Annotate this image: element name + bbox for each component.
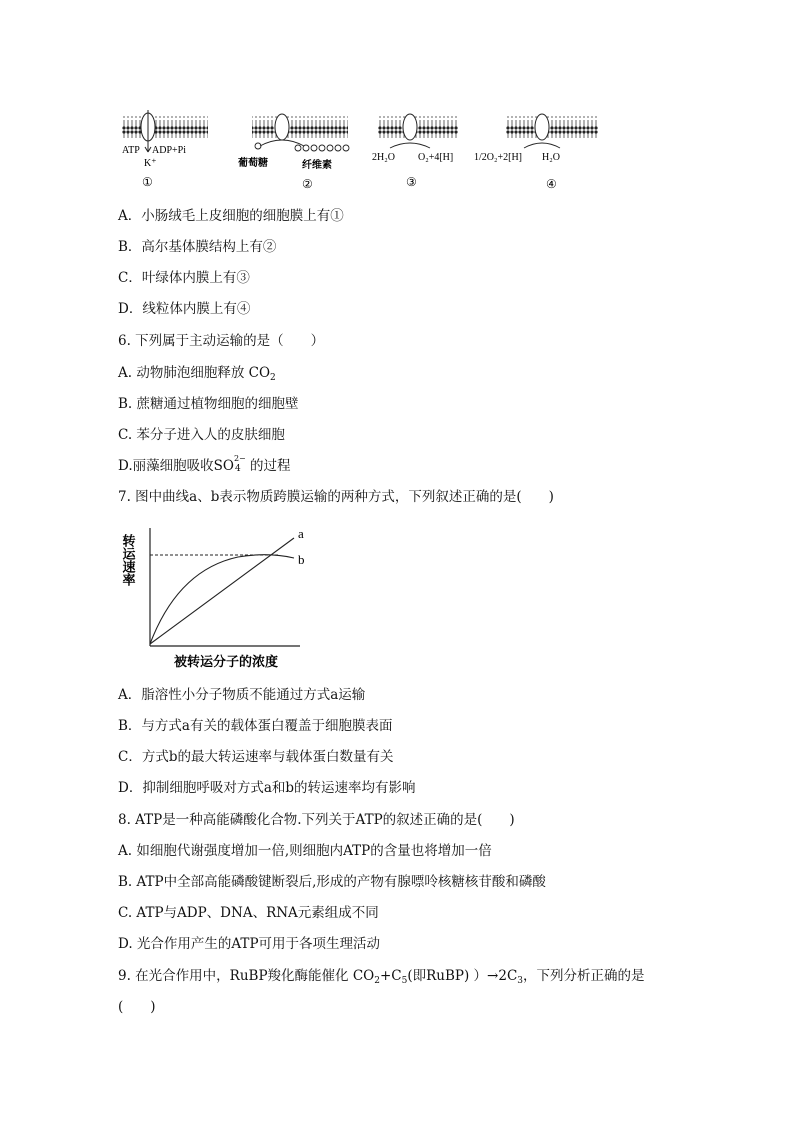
figure-number-4: ④ (546, 177, 557, 191)
q9-sub-1: 2 (374, 976, 380, 986)
q5-option-d: D．线粒体内膜上有④ (118, 301, 251, 317)
label-2h2o: 2H₂O (372, 152, 395, 163)
q8-option-b: B. ATP中全部高能磷酸键断裂后,形成的产物有腺嘌呤核糖核苷酸和磷酸 (118, 874, 546, 890)
q8-option-d: D. 光合作用产生的ATP可用于各项生理活动 (118, 936, 381, 952)
q6-option-a-sub: 2 (270, 373, 276, 383)
q7-option-a: A．脂溶性小分子物质不能通过方式a运输 (118, 687, 366, 703)
q9-stem-part-2: +C (379, 968, 402, 984)
q9-sub-3: 3 (517, 976, 524, 986)
q5-option-b: B．高尔基体膜结构上有② (118, 239, 277, 255)
q7-option-b: B．与方式a有关的载体蛋白覆盖于细胞膜表面 (118, 718, 393, 734)
q5-option-c: C．叶绿体内膜上有③ (118, 270, 250, 286)
membrane-diagrams (118, 108, 618, 194)
membrane-3 (372, 114, 458, 189)
q9-sub-2: 5 (401, 976, 408, 986)
q6-option-b: B. 蔗糖通过植物细胞的细胞壁 (118, 396, 299, 412)
membrane-4 (474, 114, 598, 191)
q8-option-a: A. 如细胞代谢强度增加一倍,则细胞内ATP的含量也将增加一倍 (118, 843, 492, 859)
series-a-line (150, 538, 294, 644)
q9-stem-part-3: (即RuBP) ）→2C (407, 968, 518, 984)
q6-option-d-post: 的过程 (249, 458, 291, 474)
q6-option-a (118, 364, 276, 387)
label-atp: ATP (122, 145, 140, 156)
q7-option-c: C．方式b的最大转运速率与载体蛋白数量有关 (118, 749, 394, 765)
q5-option-a: A．小肠绒毛上皮细胞的细胞膜上有① (118, 208, 344, 224)
transport-rate-chart (118, 520, 318, 672)
q6-option-d-sub: 4 (234, 464, 241, 474)
figure-number-1: ① (142, 175, 153, 189)
label-k-ion: K⁺ (144, 158, 157, 169)
q8-option-c: C. ATP与ADP、DNA、RNA元素组成不同 (118, 905, 379, 921)
q7-stem: 7. 图中曲线a、b表示物质跨膜运输的两种方式，下列叙述正确的是( ) (118, 489, 554, 505)
q8-stem: 8. ATP是一种高能磷酸化合物.下列关于ATP的叙述正确的是( ) (118, 812, 515, 828)
label-h2o: H₂O (542, 152, 560, 163)
figure-number-3: ③ (406, 175, 417, 189)
q6-option-c: C. 苯分子进入人的皮肤细胞 (118, 427, 285, 443)
q6-option-d-pre: D.丽藻细胞吸收SO (118, 458, 234, 474)
label-glucose: 葡萄糖 (238, 158, 268, 169)
series-b-label: b (298, 552, 305, 567)
q9-answer-paren: ( ) (118, 999, 156, 1015)
q9-stem-part-4: ，下列分析正确的是 (523, 968, 645, 984)
q6-option-a-text: A. 动物肺泡细胞释放 CO (118, 365, 271, 381)
chart-xlabel: 被转运分子的浓度 (174, 654, 279, 669)
q7-option-d: D．抑制细胞呼吸对方式a和b的转运速率均有影响 (118, 780, 416, 796)
q6-option-d (118, 456, 290, 475)
series-b-curve (150, 555, 294, 644)
membrane-1 (122, 110, 208, 189)
q9-stem-part-1: 9. 在光合作用中，RuBP羧化酶能催化 CO (118, 968, 375, 984)
label-o2-4h: O₂+4[H] (418, 152, 454, 163)
q6-option-d-sup: 2− (233, 454, 246, 463)
membrane-2 (238, 114, 349, 191)
label-adp-pi: ADP+Pi (152, 145, 186, 156)
chart-ylabel: 转运速率 (120, 534, 136, 586)
q6-stem: 6. 下列属于主动运输的是（ ） (118, 333, 325, 349)
figure-number-2: ② (302, 177, 313, 191)
q9-stem (118, 967, 645, 990)
label-cellulose: 纤维素 (302, 160, 332, 171)
series-a-label: a (298, 526, 304, 541)
label-half-o2-2h: 1/2O₂+2[H] (474, 152, 523, 163)
